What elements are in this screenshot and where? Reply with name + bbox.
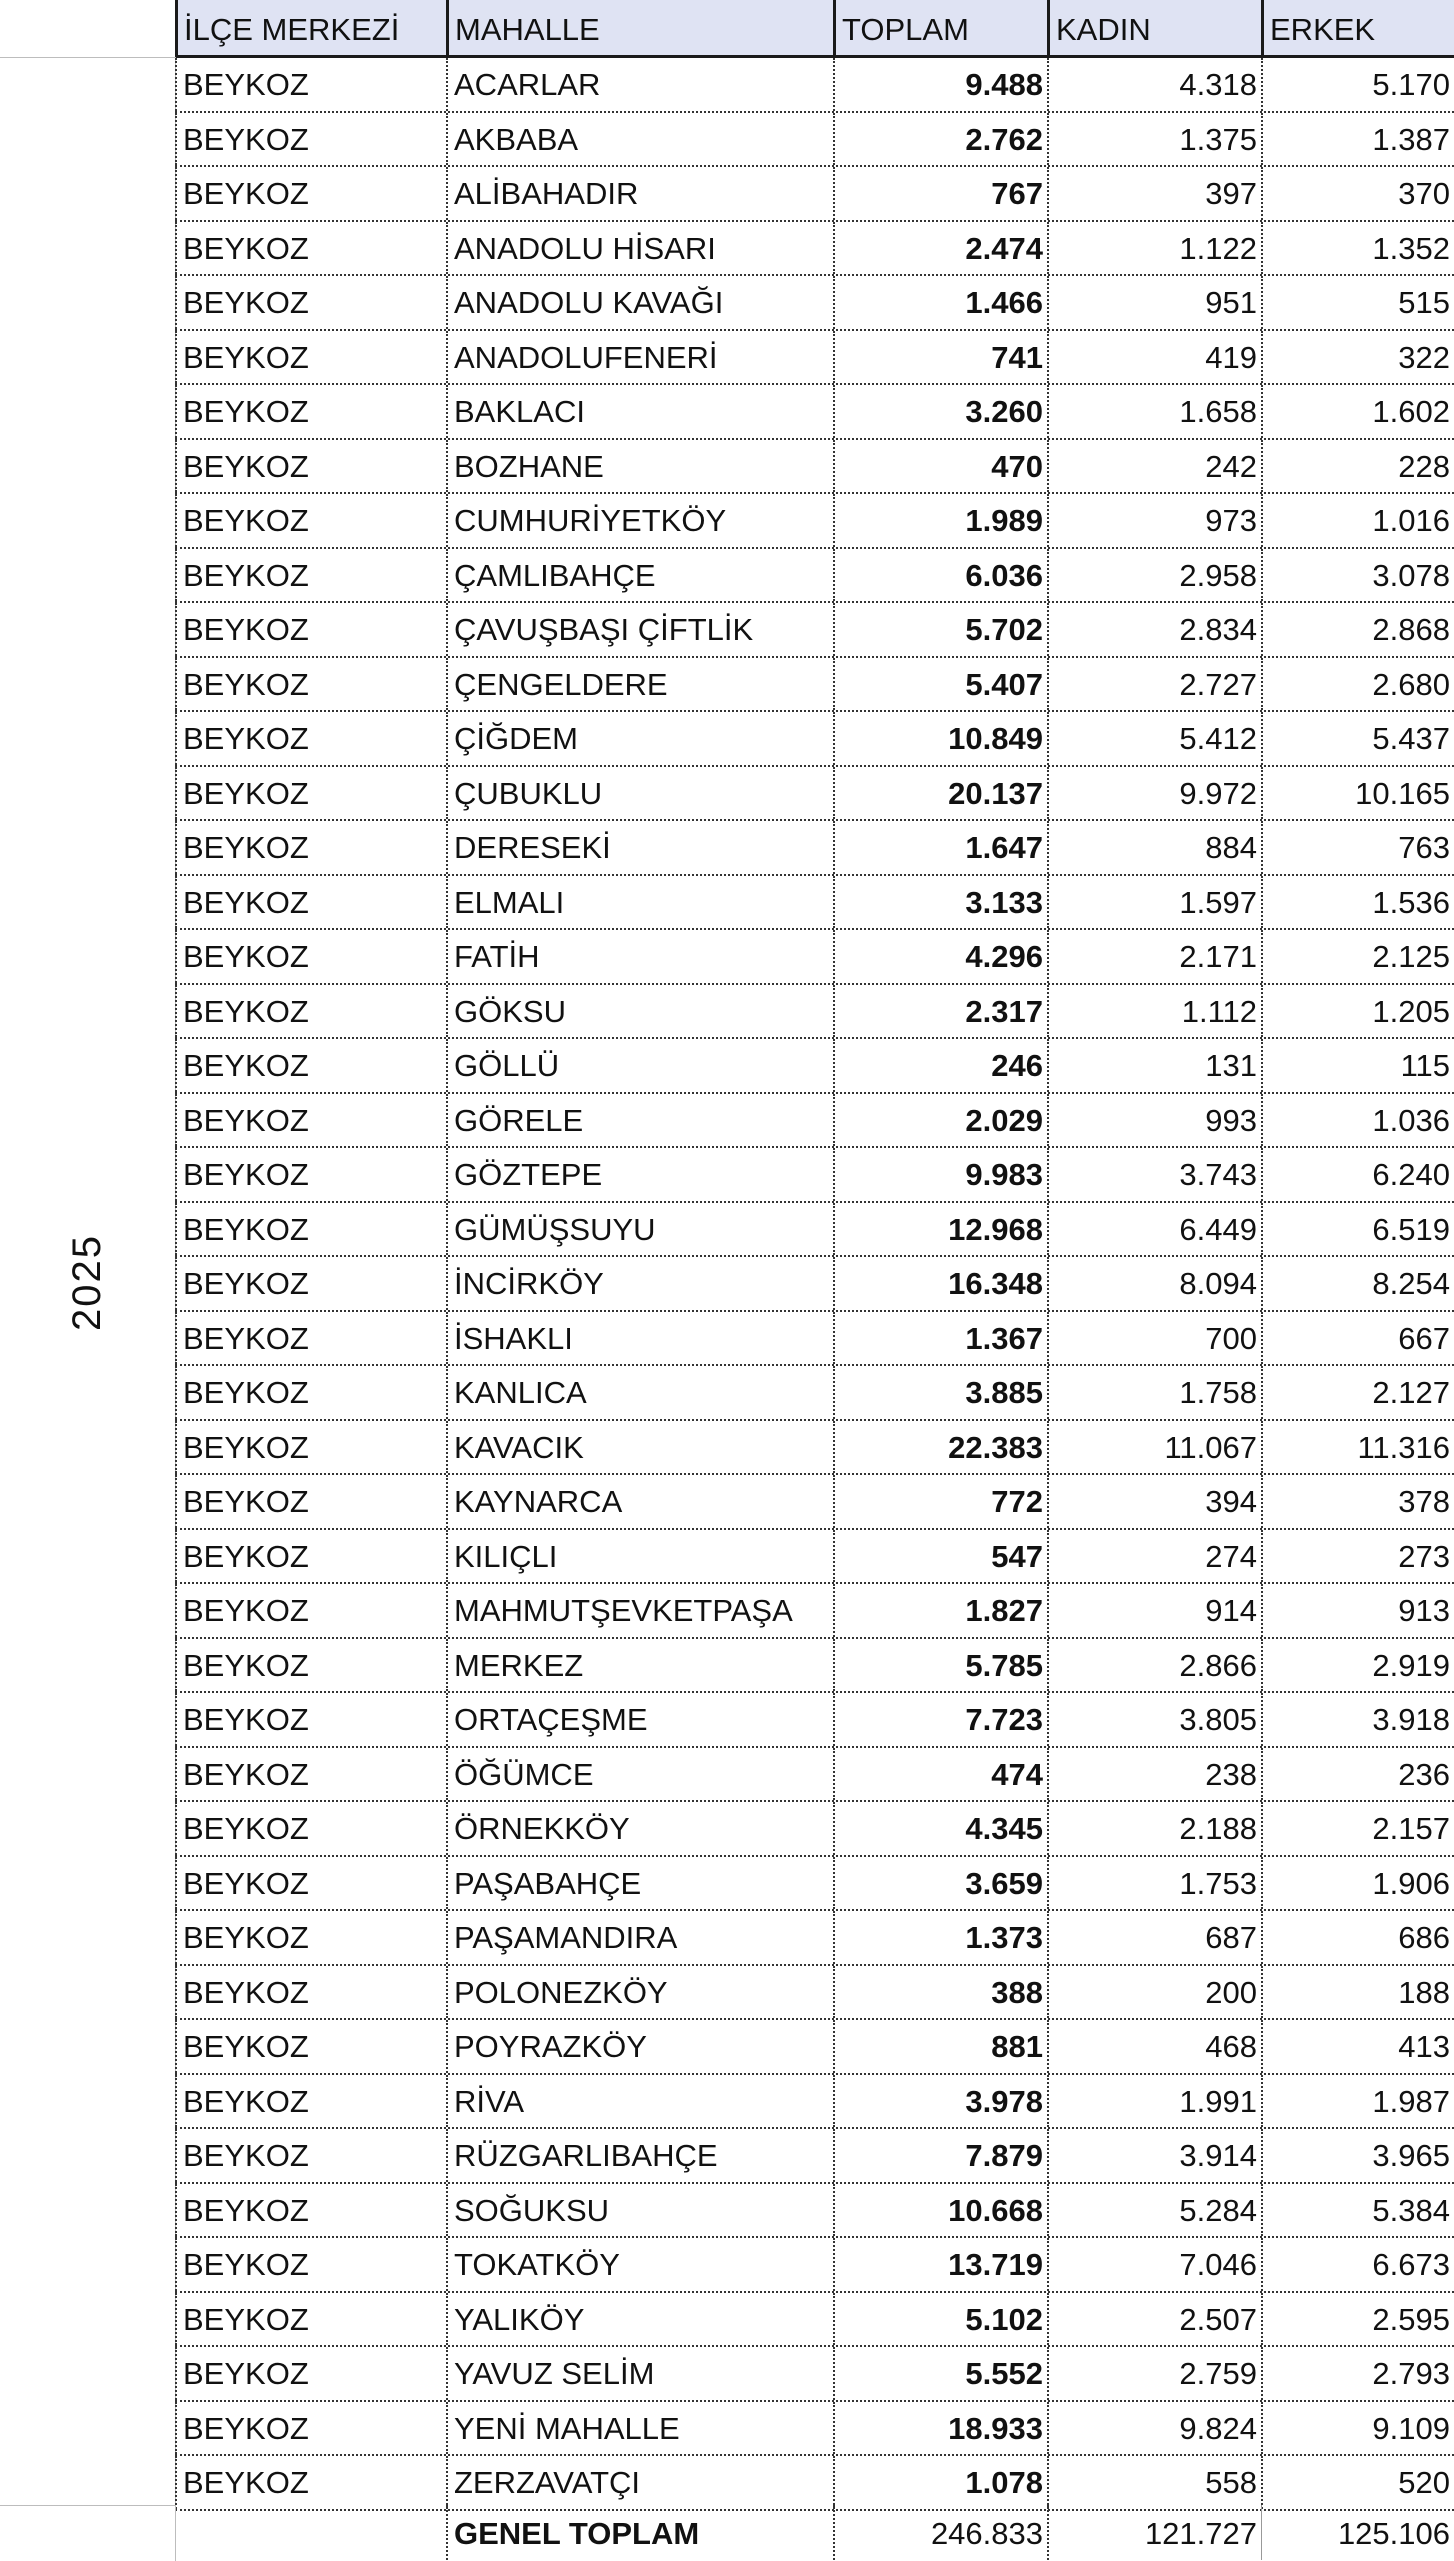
cell-mahalle[interactable]: ÇAMLIBAHÇE xyxy=(446,549,833,602)
cell-toplam[interactable]: 1.367 xyxy=(833,1312,1047,1365)
cell-mahalle[interactable]: YAVUZ SELİM xyxy=(446,2347,833,2400)
cell-toplam[interactable]: 741 xyxy=(833,331,1047,384)
table-row xyxy=(175,1475,1454,1530)
cell-ilce[interactable]: BEYKOZ xyxy=(175,1693,446,1746)
cell-erkek[interactable]: 520 xyxy=(1261,2456,1454,2509)
cell-toplam[interactable]: 12.968 xyxy=(833,1203,1047,1256)
cell-mahalle[interactable]: GÜMÜŞSUYU xyxy=(446,1203,833,1256)
cell-ilce[interactable]: BEYKOZ xyxy=(175,331,446,384)
header-erkek[interactable]: ERKEK xyxy=(1261,0,1454,55)
cell-toplam[interactable]: 767 xyxy=(833,167,1047,220)
cell-erkek[interactable]: 667 xyxy=(1261,1312,1454,1365)
table-row xyxy=(175,1748,1454,1803)
cell-mahalle[interactable]: ÇENGELDERE xyxy=(446,658,833,711)
cell-erkek[interactable]: 273 xyxy=(1261,1530,1454,1583)
cell-toplam[interactable]: 16.348 xyxy=(833,1257,1047,1310)
table-row xyxy=(175,1530,1454,1585)
total-empty-cell[interactable] xyxy=(175,2505,446,2560)
cell-toplam[interactable]: 2.029 xyxy=(833,1094,1047,1147)
cell-ilce[interactable]: BEYKOZ xyxy=(175,2075,446,2128)
cell-erkek[interactable]: 1.352 xyxy=(1261,222,1454,275)
cell-erkek[interactable]: 6.519 xyxy=(1261,1203,1454,1256)
cell-kadin[interactable]: 951 xyxy=(1047,276,1261,329)
cell-mahalle[interactable]: GÖZTEPE xyxy=(446,1148,833,1201)
cell-erkek[interactable]: 236 xyxy=(1261,1748,1454,1801)
cell-kadin[interactable]: 7.046 xyxy=(1047,2238,1261,2291)
cell-ilce[interactable]: BEYKOZ xyxy=(175,385,446,438)
cell-ilce[interactable]: BEYKOZ xyxy=(175,276,446,329)
cell-ilce[interactable]: BEYKOZ xyxy=(175,2020,446,2073)
cell-toplam[interactable]: 13.719 xyxy=(833,2238,1047,2291)
cell-ilce[interactable]: BEYKOZ xyxy=(175,821,446,874)
cell-kadin[interactable]: 914 xyxy=(1047,1584,1261,1637)
cell-erkek[interactable]: 11.316 xyxy=(1261,1421,1454,1474)
table-row xyxy=(175,1039,1454,1094)
cell-toplam[interactable]: 22.383 xyxy=(833,1421,1047,1474)
cell-toplam[interactable]: 4.296 xyxy=(833,930,1047,983)
cell-erkek[interactable]: 413 xyxy=(1261,2020,1454,2073)
cell-erkek[interactable]: 8.254 xyxy=(1261,1257,1454,1310)
cell-mahalle[interactable]: İSHAKLI xyxy=(446,1312,833,1365)
cell-erkek[interactable]: 228 xyxy=(1261,440,1454,493)
cell-toplam[interactable]: 5.785 xyxy=(833,1639,1047,1692)
cell-ilce[interactable]: BEYKOZ xyxy=(175,2184,446,2237)
cell-kadin[interactable]: 2.759 xyxy=(1047,2347,1261,2400)
cell-mahalle[interactable]: ÇİĞDEM xyxy=(446,712,833,765)
cell-kadin[interactable]: 1.991 xyxy=(1047,2075,1261,2128)
cell-erkek[interactable]: 1.987 xyxy=(1261,2075,1454,2128)
cell-mahalle[interactable]: TOKATKÖY xyxy=(446,2238,833,2291)
table-row xyxy=(175,1366,1454,1421)
cell-kadin[interactable]: 3.805 xyxy=(1047,1693,1261,1746)
cell-mahalle[interactable]: YENİ MAHALLE xyxy=(446,2402,833,2455)
cell-ilce[interactable]: BEYKOZ xyxy=(175,985,446,1038)
cell-kadin[interactable]: 1.758 xyxy=(1047,1366,1261,1419)
cell-mahalle[interactable]: RÜZGARLIBAHÇE xyxy=(446,2129,833,2182)
cell-ilce[interactable]: BEYKOZ xyxy=(175,1857,446,1910)
cell-kadin[interactable]: 9.972 xyxy=(1047,767,1261,820)
cell-ilce[interactable]: BEYKOZ xyxy=(175,440,446,493)
cell-erkek[interactable]: 763 xyxy=(1261,821,1454,874)
cell-erkek[interactable]: 370 xyxy=(1261,167,1454,220)
cell-mahalle[interactable]: ALİBAHADIR xyxy=(446,167,833,220)
table-row xyxy=(175,1421,1454,1476)
table-row xyxy=(175,930,1454,985)
cell-ilce[interactable]: BEYKOZ xyxy=(175,2238,446,2291)
table-row xyxy=(175,1148,1454,1203)
cell-mahalle[interactable]: GÖLLÜ xyxy=(446,1039,833,1092)
cell-mahalle[interactable]: KANLICA xyxy=(446,1366,833,1419)
total-erkek[interactable]: 125.106 xyxy=(1261,2505,1454,2560)
cell-erkek[interactable]: 1.016 xyxy=(1261,494,1454,547)
cell-erkek[interactable]: 3.078 xyxy=(1261,549,1454,602)
cell-ilce[interactable]: BEYKOZ xyxy=(175,658,446,711)
cell-toplam[interactable]: 5.702 xyxy=(833,603,1047,656)
cell-ilce[interactable]: BEYKOZ xyxy=(175,1203,446,1256)
cell-mahalle[interactable]: ELMALI xyxy=(446,876,833,929)
cell-toplam[interactable]: 6.036 xyxy=(833,549,1047,602)
cell-erkek[interactable]: 2.793 xyxy=(1261,2347,1454,2400)
table-row xyxy=(175,2347,1454,2402)
table-row xyxy=(175,2075,1454,2130)
cell-erkek[interactable]: 1.036 xyxy=(1261,1094,1454,1147)
cell-kadin[interactable]: 394 xyxy=(1047,1475,1261,1528)
cell-mahalle[interactable]: KAYNARCA xyxy=(446,1475,833,1528)
cell-mahalle[interactable]: ZERZAVATÇI xyxy=(446,2456,833,2509)
total-toplam[interactable]: 246.833 xyxy=(833,2505,1047,2560)
table-row xyxy=(175,603,1454,658)
cell-kadin[interactable]: 419 xyxy=(1047,331,1261,384)
cell-ilce[interactable]: BEYKOZ xyxy=(175,549,446,602)
cell-kadin[interactable]: 1.753 xyxy=(1047,1857,1261,1910)
cell-toplam[interactable]: 547 xyxy=(833,1530,1047,1583)
cell-kadin[interactable]: 11.067 xyxy=(1047,1421,1261,1474)
cell-erkek[interactable]: 515 xyxy=(1261,276,1454,329)
cell-ilce[interactable]: BEYKOZ xyxy=(175,1312,446,1365)
cell-toplam[interactable]: 3.978 xyxy=(833,2075,1047,2128)
total-kadin[interactable]: 121.727 xyxy=(1047,2505,1261,2560)
cell-ilce[interactable]: BEYKOZ xyxy=(175,1530,446,1583)
table-row xyxy=(175,1094,1454,1149)
cell-mahalle[interactable]: BOZHANE xyxy=(446,440,833,493)
cell-mahalle[interactable]: ÇUBUKLU xyxy=(446,767,833,820)
cell-toplam[interactable]: 2.762 xyxy=(833,113,1047,166)
cell-toplam[interactable]: 246 xyxy=(833,1039,1047,1092)
cell-toplam[interactable]: 5.552 xyxy=(833,2347,1047,2400)
cell-kadin[interactable]: 2.171 xyxy=(1047,930,1261,983)
cell-mahalle[interactable]: GÖKSU xyxy=(446,985,833,1038)
cell-toplam[interactable]: 772 xyxy=(833,1475,1047,1528)
cell-ilce[interactable]: BEYKOZ xyxy=(175,1421,446,1474)
cell-kadin[interactable]: 1.122 xyxy=(1047,222,1261,275)
cell-erkek[interactable]: 5.437 xyxy=(1261,712,1454,765)
cell-kadin[interactable]: 131 xyxy=(1047,1039,1261,1092)
table-row xyxy=(175,1203,1454,1258)
cell-mahalle[interactable]: DERESEKİ xyxy=(446,821,833,874)
cell-erkek[interactable]: 10.165 xyxy=(1261,767,1454,820)
cell-kadin[interactable]: 2.188 xyxy=(1047,1802,1261,1855)
footer-empty-cell[interactable] xyxy=(0,2505,176,2561)
cell-ilce[interactable]: BEYKOZ xyxy=(175,1639,446,1692)
table-row xyxy=(175,167,1454,222)
cell-kadin[interactable]: 2.834 xyxy=(1047,603,1261,656)
cell-mahalle[interactable]: CUMHURİYETKÖY xyxy=(446,494,833,547)
cell-toplam[interactable]: 1.827 xyxy=(833,1584,1047,1637)
header-ilce-merkezi[interactable]: İLÇE MERKEZİ xyxy=(175,0,446,55)
cell-mahalle[interactable]: POLONEZKÖY xyxy=(446,1966,833,2019)
cell-mahalle[interactable]: ANADOLUFENERİ xyxy=(446,331,833,384)
table-body xyxy=(175,58,1454,2511)
header-kadin[interactable]: KADIN xyxy=(1047,0,1261,55)
table-row xyxy=(175,58,1454,113)
cell-kadin[interactable]: 1.658 xyxy=(1047,385,1261,438)
table-row xyxy=(175,767,1454,822)
table-row xyxy=(175,2402,1454,2457)
cell-ilce[interactable]: BEYKOZ xyxy=(175,2293,446,2346)
year-merged-cell[interactable] xyxy=(0,57,176,2506)
cell-kadin[interactable]: 2.507 xyxy=(1047,2293,1261,2346)
cell-ilce[interactable]: BEYKOZ xyxy=(175,494,446,547)
table-row xyxy=(175,276,1454,331)
cell-toplam[interactable]: 7.879 xyxy=(833,2129,1047,2182)
cell-toplam[interactable]: 1.078 xyxy=(833,2456,1047,2509)
cell-ilce[interactable]: BEYKOZ xyxy=(175,712,446,765)
table-row xyxy=(175,1857,1454,1912)
table-row xyxy=(175,876,1454,931)
table-row xyxy=(175,658,1454,713)
cell-ilce[interactable]: BEYKOZ xyxy=(175,58,446,111)
cell-mahalle[interactable]: ORTAÇEŞME xyxy=(446,1693,833,1746)
cell-kadin[interactable]: 6.449 xyxy=(1047,1203,1261,1256)
cell-kadin[interactable]: 5.412 xyxy=(1047,712,1261,765)
cell-erkek[interactable]: 378 xyxy=(1261,1475,1454,1528)
table-row xyxy=(175,1802,1454,1857)
cell-kadin[interactable]: 1.597 xyxy=(1047,876,1261,929)
table-row xyxy=(175,385,1454,440)
cell-kadin[interactable]: 993 xyxy=(1047,1094,1261,1147)
total-row xyxy=(175,2505,1454,2560)
cell-mahalle[interactable]: MERKEZ xyxy=(446,1639,833,1692)
cell-toplam[interactable]: 2.317 xyxy=(833,985,1047,1038)
cell-kadin[interactable]: 1.375 xyxy=(1047,113,1261,166)
cell-mahalle[interactable]: İNCİRKÖY xyxy=(446,1257,833,1310)
cell-toplam[interactable]: 388 xyxy=(833,1966,1047,2019)
cell-ilce[interactable]: BEYKOZ xyxy=(175,603,446,656)
table-row xyxy=(175,821,1454,876)
cell-mahalle[interactable]: ANADOLU HİSARI xyxy=(446,222,833,275)
cell-toplam[interactable]: 7.723 xyxy=(833,1693,1047,1746)
cell-kadin[interactable]: 4.318 xyxy=(1047,58,1261,111)
cell-kadin[interactable]: 5.284 xyxy=(1047,2184,1261,2237)
cell-erkek[interactable]: 1.536 xyxy=(1261,876,1454,929)
cell-kadin[interactable]: 9.824 xyxy=(1047,2402,1261,2455)
table-row xyxy=(175,331,1454,386)
cell-erkek[interactable]: 913 xyxy=(1261,1584,1454,1637)
cell-erkek[interactable]: 2.919 xyxy=(1261,1639,1454,1692)
cell-kadin[interactable]: 274 xyxy=(1047,1530,1261,1583)
cell-mahalle[interactable]: AKBABA xyxy=(446,113,833,166)
table-row xyxy=(175,113,1454,168)
cell-erkek[interactable]: 3.918 xyxy=(1261,1693,1454,1746)
cell-erkek[interactable]: 6.673 xyxy=(1261,2238,1454,2291)
cell-mahalle[interactable]: FATİH xyxy=(446,930,833,983)
table-row xyxy=(175,2129,1454,2184)
cell-toplam[interactable]: 20.137 xyxy=(833,767,1047,820)
cell-erkek[interactable]: 2.127 xyxy=(1261,1366,1454,1419)
table-row xyxy=(175,222,1454,277)
cell-toplam[interactable]: 1.466 xyxy=(833,276,1047,329)
cell-toplam[interactable]: 5.102 xyxy=(833,2293,1047,2346)
cell-erkek[interactable]: 2.157 xyxy=(1261,1802,1454,1855)
cell-kadin[interactable]: 397 xyxy=(1047,167,1261,220)
cell-erkek[interactable]: 1.205 xyxy=(1261,985,1454,1038)
table-row xyxy=(175,2456,1454,2511)
cell-ilce[interactable]: BEYKOZ xyxy=(175,167,446,220)
cell-toplam[interactable]: 3.885 xyxy=(833,1366,1047,1419)
cell-mahalle[interactable]: ÖĞÜMCE xyxy=(446,1748,833,1801)
cell-kadin[interactable]: 200 xyxy=(1047,1966,1261,2019)
cell-kadin[interactable]: 242 xyxy=(1047,440,1261,493)
cell-mahalle[interactable]: SOĞUKSU xyxy=(446,2184,833,2237)
cell-ilce[interactable]: BEYKOZ xyxy=(175,2402,446,2455)
cell-kadin[interactable]: 468 xyxy=(1047,2020,1261,2073)
table-row xyxy=(175,1584,1454,1639)
cell-kadin[interactable]: 2.866 xyxy=(1047,1639,1261,1692)
cell-kadin[interactable]: 238 xyxy=(1047,1748,1261,1801)
cell-toplam[interactable]: 10.668 xyxy=(833,2184,1047,2237)
table-row xyxy=(175,1966,1454,2021)
cell-kadin[interactable]: 700 xyxy=(1047,1312,1261,1365)
cell-ilce[interactable]: BEYKOZ xyxy=(175,1584,446,1637)
cell-kadin[interactable]: 687 xyxy=(1047,1911,1261,1964)
cell-kadin[interactable]: 558 xyxy=(1047,2456,1261,2509)
header-mahalle[interactable]: MAHALLE xyxy=(446,0,833,55)
cell-toplam[interactable]: 1.989 xyxy=(833,494,1047,547)
cell-toplam[interactable]: 18.933 xyxy=(833,2402,1047,2455)
cell-erkek[interactable]: 5.170 xyxy=(1261,58,1454,111)
cell-erkek[interactable]: 5.384 xyxy=(1261,2184,1454,2237)
cell-mahalle[interactable]: BAKLACI xyxy=(446,385,833,438)
cell-mahalle[interactable]: GÖRELE xyxy=(446,1094,833,1147)
cell-ilce[interactable]: BEYKOZ xyxy=(175,222,446,275)
table-row xyxy=(175,712,1454,767)
cell-toplam[interactable]: 474 xyxy=(833,1748,1047,1801)
cell-ilce[interactable]: BEYKOZ xyxy=(175,2456,446,2509)
table-row xyxy=(175,440,1454,495)
table-row xyxy=(175,1693,1454,1748)
cell-erkek[interactable]: 2.868 xyxy=(1261,603,1454,656)
cell-erkek[interactable]: 2.125 xyxy=(1261,930,1454,983)
cell-mahalle[interactable]: ÇAVUŞBAŞI ÇİFTLİK xyxy=(446,603,833,656)
cell-mahalle[interactable]: PAŞABAHÇE xyxy=(446,1857,833,1910)
cell-erkek[interactable]: 1.602 xyxy=(1261,385,1454,438)
table-row xyxy=(175,985,1454,1040)
cell-mahalle[interactable]: POYRAZKÖY xyxy=(446,2020,833,2073)
cell-ilce[interactable]: BEYKOZ xyxy=(175,767,446,820)
cell-erkek[interactable]: 115 xyxy=(1261,1039,1454,1092)
cell-erkek[interactable]: 686 xyxy=(1261,1911,1454,1964)
cell-toplam[interactable]: 10.849 xyxy=(833,712,1047,765)
table-row xyxy=(175,1911,1454,1966)
cell-toplam[interactable]: 1.647 xyxy=(833,821,1047,874)
cell-kadin[interactable]: 884 xyxy=(1047,821,1261,874)
cell-ilce[interactable]: BEYKOZ xyxy=(175,1039,446,1092)
cell-ilce[interactable]: BEYKOZ xyxy=(175,1966,446,2019)
cell-erkek[interactable]: 2.595 xyxy=(1261,2293,1454,2346)
cell-mahalle[interactable]: ANADOLU KAVAĞI xyxy=(446,276,833,329)
cell-mahalle[interactable]: PAŞAMANDIRA xyxy=(446,1911,833,1964)
cell-ilce[interactable]: BEYKOZ xyxy=(175,876,446,929)
header-toplam[interactable]: TOPLAM xyxy=(833,0,1047,55)
cell-erkek[interactable]: 3.965 xyxy=(1261,2129,1454,2182)
table-row xyxy=(175,1312,1454,1367)
cell-mahalle[interactable]: RİVA xyxy=(446,2075,833,2128)
cell-toplam[interactable]: 9.488 xyxy=(833,58,1047,111)
cell-ilce[interactable]: BEYKOZ xyxy=(175,930,446,983)
cell-mahalle[interactable]: YALIKÖY xyxy=(446,2293,833,2346)
cell-erkek[interactable]: 1.906 xyxy=(1261,1857,1454,1910)
cell-erkek[interactable]: 322 xyxy=(1261,331,1454,384)
cell-mahalle[interactable]: MAHMUTŞEVKETPAŞA xyxy=(446,1584,833,1637)
cell-toplam[interactable]: 2.474 xyxy=(833,222,1047,275)
cell-ilce[interactable]: BEYKOZ xyxy=(175,113,446,166)
cell-toplam[interactable]: 881 xyxy=(833,2020,1047,2073)
cell-erkek[interactable]: 2.680 xyxy=(1261,658,1454,711)
cell-ilce[interactable]: BEYKOZ xyxy=(175,1802,446,1855)
cell-erkek[interactable]: 188 xyxy=(1261,1966,1454,2019)
cell-ilce[interactable]: BEYKOZ xyxy=(175,1748,446,1801)
table-row xyxy=(175,2238,1454,2293)
cell-ilce[interactable]: BEYKOZ xyxy=(175,1257,446,1310)
cell-toplam[interactable]: 4.345 xyxy=(833,1802,1047,1855)
cell-kadin[interactable]: 2.727 xyxy=(1047,658,1261,711)
cell-ilce[interactable]: BEYKOZ xyxy=(175,1911,446,1964)
cell-kadin[interactable]: 3.914 xyxy=(1047,2129,1261,2182)
total-label[interactable]: GENEL TOPLAM xyxy=(446,2505,833,2560)
cell-toplam[interactable]: 9.983 xyxy=(833,1148,1047,1201)
table-row xyxy=(175,549,1454,604)
table-row xyxy=(175,1639,1454,1694)
cell-toplam[interactable]: 1.373 xyxy=(833,1911,1047,1964)
cell-toplam[interactable]: 3.659 xyxy=(833,1857,1047,1910)
cell-ilce[interactable]: BEYKOZ xyxy=(175,2347,446,2400)
cell-kadin[interactable]: 973 xyxy=(1047,494,1261,547)
cell-erkek[interactable]: 9.109 xyxy=(1261,2402,1454,2455)
cell-toplam[interactable]: 3.260 xyxy=(833,385,1047,438)
cell-mahalle[interactable]: ACARLAR xyxy=(446,58,833,111)
cell-kadin[interactable]: 3.743 xyxy=(1047,1148,1261,1201)
cell-mahalle[interactable]: ÖRNEKKÖY xyxy=(446,1802,833,1855)
cell-kadin[interactable]: 1.112 xyxy=(1047,985,1261,1038)
cell-ilce[interactable]: BEYKOZ xyxy=(175,1094,446,1147)
cell-ilce[interactable]: BEYKOZ xyxy=(175,1148,446,1201)
table-row xyxy=(175,494,1454,549)
cell-mahalle[interactable]: KILIÇLI xyxy=(446,1530,833,1583)
table-row xyxy=(175,2020,1454,2075)
cell-kadin[interactable]: 8.094 xyxy=(1047,1257,1261,1310)
cell-ilce[interactable]: BEYKOZ xyxy=(175,1475,446,1528)
cell-kadin[interactable]: 2.958 xyxy=(1047,549,1261,602)
cell-toplam[interactable]: 470 xyxy=(833,440,1047,493)
table-row xyxy=(175,2184,1454,2239)
cell-toplam[interactable]: 3.133 xyxy=(833,876,1047,929)
table-row xyxy=(175,2293,1454,2348)
cell-erkek[interactable]: 1.387 xyxy=(1261,113,1454,166)
cell-mahalle[interactable]: KAVACIK xyxy=(446,1421,833,1474)
cell-toplam[interactable]: 5.407 xyxy=(833,658,1047,711)
table-row xyxy=(175,1257,1454,1312)
cell-erkek[interactable]: 6.240 xyxy=(1261,1148,1454,1201)
year-label: 2025 xyxy=(64,1233,109,1331)
table-header xyxy=(175,0,1454,58)
cell-ilce[interactable]: BEYKOZ xyxy=(175,2129,446,2182)
cell-ilce[interactable]: BEYKOZ xyxy=(175,1366,446,1419)
